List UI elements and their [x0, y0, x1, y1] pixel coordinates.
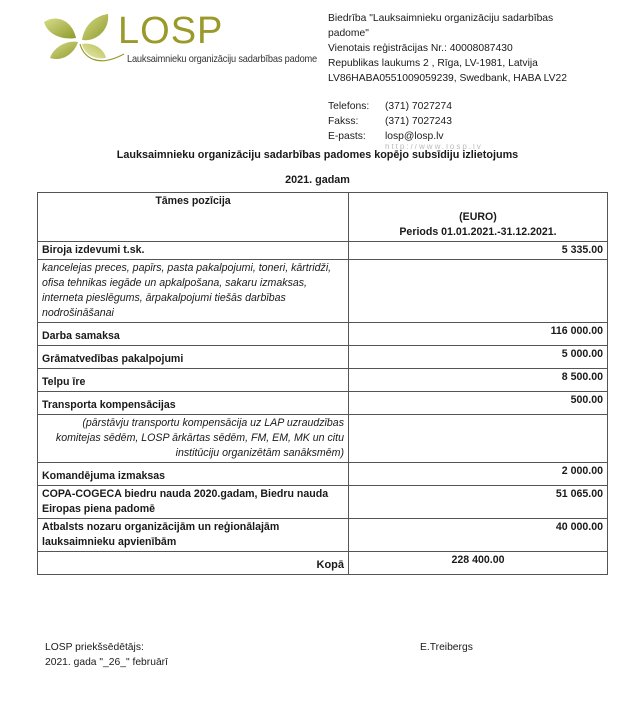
table-row: [38, 486, 608, 519]
row-value: 8 500.00: [349, 369, 608, 392]
table-row: [38, 323, 608, 346]
contact-details: [328, 99, 483, 150]
row-label: Komandējuma izmaksas: [38, 463, 349, 486]
org-line: padome": [328, 28, 369, 39]
table-row: [38, 369, 608, 392]
header-amount: [349, 193, 608, 242]
org-line: Vienotais reģistrācijas Nr.: 40008087430: [328, 43, 513, 54]
contact-value: (371) 7027243: [385, 116, 452, 127]
signature-block: [45, 640, 168, 670]
org-line: LV86HABA0551009059239, Swedbank, HABA LV22: [328, 73, 567, 84]
table-row: [38, 242, 608, 260]
contact-label: E-pasts:: [328, 131, 366, 142]
email-link[interactable]: losp@losp.lv: [385, 131, 444, 142]
logo-subtitle: Lauksaimnieku organizāciju sadarbības padome: [127, 53, 318, 65]
contact-label: Fakss:: [328, 116, 359, 127]
document-subtitle: 2021. gadam: [285, 174, 350, 186]
signature-name: E.Treibergs: [420, 642, 473, 653]
total-value: 228 400.00: [349, 552, 608, 575]
table-total-row: [38, 552, 608, 575]
row-value: [349, 415, 608, 463]
table-row: [38, 463, 608, 486]
website-link-cutoff: http://www.losp.lv: [385, 144, 483, 150]
row-label: Darba samaksa: [38, 323, 349, 346]
row-note: (pārstāvju transportu kompensācija uz LAP uzraudzības komitejas sēdēm, LOSP ārkārtas sēdēm, FM, EM, MK un citu institūciju organizētām sanāksmēm): [38, 415, 349, 463]
row-label: Grāmatvedības pakalpojumi: [38, 346, 349, 369]
row-value: 5 335.00: [349, 242, 608, 260]
row-value: 2 000.00: [349, 463, 608, 486]
table-header-row: [38, 193, 608, 242]
table-row: [38, 346, 608, 369]
organization-details: [328, 11, 628, 86]
row-value: 116 000.00: [349, 323, 608, 346]
row-value: 40 000.00: [349, 519, 608, 552]
row-label: Biroja izdevumi t.sk.: [38, 242, 349, 260]
row-value: 51 065.00: [349, 486, 608, 519]
contact-value: (371) 7027274: [385, 101, 452, 112]
budget-table: [37, 192, 608, 575]
document-title: Lauksaimnieku organizāciju sadarbības padomes kopējo subsīdiju izlietojums: [116, 149, 519, 161]
org-line: Republikas laukums 2 , Rīga, LV-1981, Latvija: [328, 58, 538, 69]
losp-logo: [38, 8, 318, 70]
leaf-logo-icon: [38, 8, 128, 70]
contact-phone: [328, 99, 483, 114]
contact-email: [328, 129, 483, 144]
header-position: Tāmes pozīcija: [38, 193, 349, 242]
row-label: COPA-COGECA biedru nauda 2020.gadam, Biedru nauda Eiropas piena padomē: [38, 486, 349, 519]
row-value: 500.00: [349, 392, 608, 415]
row-label: Transporta kompensācijas: [38, 392, 349, 415]
table-row: [38, 519, 608, 552]
logo-wordmark: LOSP: [118, 10, 224, 52]
signature-role: LOSP priekšsēdētājs:: [45, 642, 144, 653]
header-currency: (EURO): [459, 211, 497, 223]
row-value: [349, 260, 608, 323]
header-period: Periods 01.01.2021.-31.12.2021.: [399, 226, 557, 238]
signature-date: 2021. gada "_26_" februārī: [45, 657, 168, 668]
row-label: Telpu īre: [38, 369, 349, 392]
table-row-note: [38, 260, 608, 323]
table-row: [38, 392, 608, 415]
table-row-note: [38, 415, 608, 463]
total-label: Kopā: [38, 552, 349, 575]
row-value: 5 000.00: [349, 346, 608, 369]
row-note: kancelejas preces, papīrs, pasta pakalpojumi, toneri, kārtridži, ofisa tehnikas iegāde un apkalpošana, sakaru izmaksas, interneta pieslēgums, ārpakalpojumi tiešās darbības nodrošināšanai: [38, 260, 349, 323]
contact-label: Telefons:: [328, 101, 370, 112]
contact-fax: [328, 114, 483, 129]
row-label: Atbalsts nozaru organizācijām un reģionālajām lauksaimnieku apvienībām: [38, 519, 349, 552]
org-line: Biedrība "Lauksaimnieku organizāciju sadarbības: [328, 13, 554, 24]
